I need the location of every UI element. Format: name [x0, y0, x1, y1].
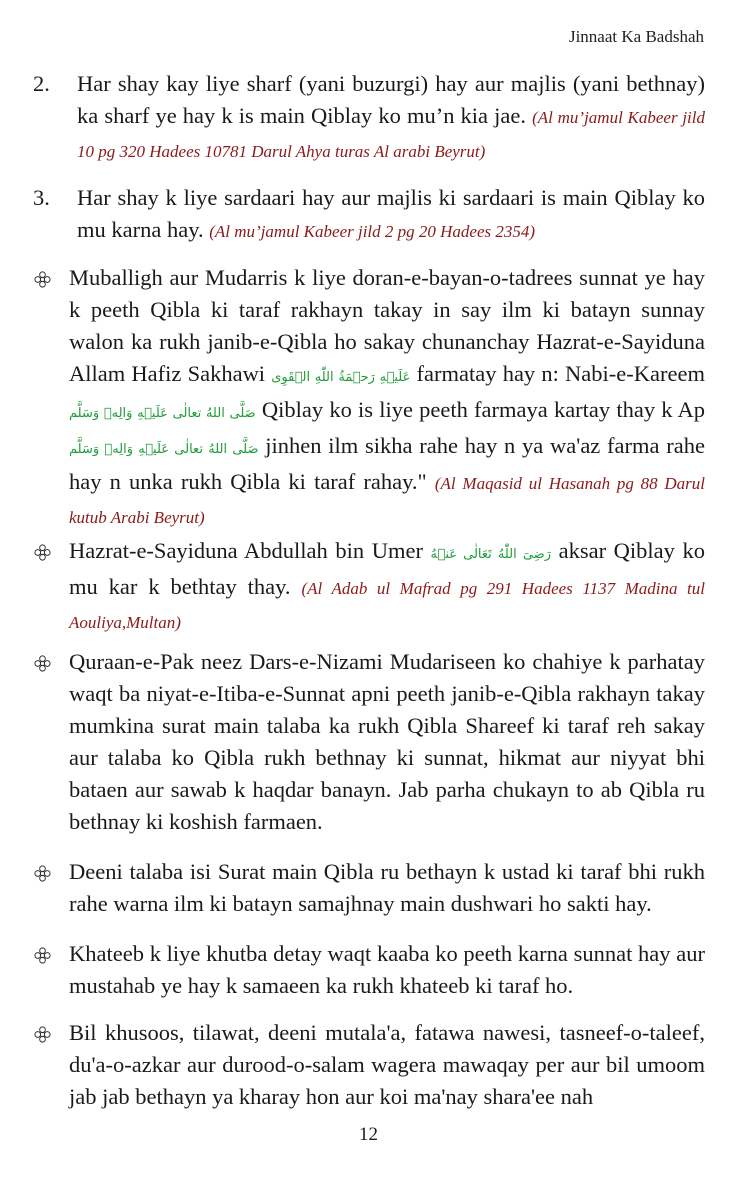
item-text: Muballigh aur Mudarris k liye doran-e-bayan-o-tadrees sunnat ye hay k peeth Qibla ki taraf rakhayn takay in say ilm ki batayn sunnay walon ka rukh janib-e-Qibla ho sakay chunanchay Hazrat-e-Sayiduna Allam Hafiz Sakhawi: [69, 265, 705, 386]
item-number: 3.: [33, 185, 50, 210]
bullet-item: [33, 646, 705, 838]
item-text: Bil khusoos, tilawat, deeni mutala'a, fatawa nawesi, tasneef-o-taleef, du'a-o-azkar aur durood-o-salam wagera mawaqay per aur bil umoom jab jab bethayn ya kharay hon aur koi ma'nay shara'ee nah: [69, 1020, 705, 1109]
reference-citation: (Al Adab ul Mafrad pg 291 Hadees 1137 Madina tul Aouliya,Multan): [69, 579, 706, 632]
arabic-salutation: صَلَّى اللهُ تعالٰى عَلَيۡهِ وَالِهٖ وَسَلَّم: [69, 406, 256, 421]
bullet-item: [33, 535, 705, 639]
item-text: Har shay k liye sardaari hay aur majlis ki sardaari is main Qiblay ko mu karna hay.: [77, 185, 705, 242]
arabic-salutation: صَلَّى اللهُ تعالٰى عَلَيۡهِ وَالِهٖ وَسَلَّم: [69, 442, 259, 457]
page-number: 12: [359, 1124, 378, 1145]
flower-bullet-icon: [33, 654, 52, 673]
numbered-item-3: [33, 182, 705, 248]
item-text: Har shay kay liye sharf (yani buzurgi) hay aur majlis (yani bethnay) ka sharf ye hay k is main Qiblay ko mu’n kia jae.: [77, 71, 705, 128]
reference-citation: (Al mu’jamul Kabeer jild 2 pg 20 Hadees 2354): [209, 222, 536, 241]
item-number: 2.: [33, 71, 50, 96]
flower-bullet-icon: [33, 270, 52, 289]
item-text: Qiblay ko is liye peeth farmaya kartay thay k Ap: [255, 397, 705, 422]
bullet-item: [33, 1017, 705, 1113]
item-text: Khateeb k liye khutba detay waqt kaaba ko peeth karna sunnat hay aur mustahab ye hay k samaeen ka rukh khateeb ki taraf ho.: [69, 941, 705, 998]
numbered-item-2: [33, 68, 705, 168]
bullet-item: [33, 856, 705, 920]
bullet-item: [33, 938, 705, 1002]
flower-bullet-icon: [33, 1025, 52, 1044]
item-text: jinhen ilm sikha rahe hay n ya wa'az farma rahe hay n unka rukh Qibla ki taraf rahay.": [69, 433, 705, 494]
item-text: Quraan-e-Pak neez Dars-e-Nizami Mudariseen ko chahiye k parhatay waqt ba niyat-e-Itiba-e-Sunnat apni peeth janib-e-Qibla rakhayn takay mumkina surat main talaba ka rukh Qibla Shareef ki taraf reh sakay aur talaba ko Qibla rukh bethnay ki sunnat, hikmat aur niyyat bhi bataen aur sawab k haqdar banayn. Jab parha chukayn to ab Qibla ru bethnay ki koshish farmaen.: [69, 649, 705, 834]
flower-bullet-icon: [33, 543, 52, 562]
arabic-honorific: رَضِیَ اللّٰهُ تَعَالٰی عَنۡهُ: [430, 547, 551, 562]
item-text: Deeni talaba isi Surat main Qibla ru bethayn k ustad ki taraf bhi rukh rahe warna ilm ki batayn samajhnay main dushwari ho sakti hay.: [69, 859, 705, 916]
running-header: Jinnaat Ka Badshah: [568, 27, 704, 46]
reference-citation: (Al mu’jamul Kabeer jild 10 pg 320 Hadees 10781 Darul Ahya turas Al arabi Beyrut): [77, 108, 705, 161]
item-text: Hazrat-e-Sayiduna Abdullah bin Umer: [69, 538, 431, 563]
bullet-item: [33, 262, 705, 534]
arabic-honorific: عَلَيۡهِ رَحۡمَةُ اللّٰهِ الۡقَوِی: [271, 370, 411, 385]
flower-bullet-icon: [33, 946, 52, 965]
item-text: farmatay hay n: Nabi-e-Kareem: [410, 361, 705, 386]
flower-bullet-icon: [33, 864, 52, 883]
item-text: aksar Qiblay ko mu kar k bethtay thay.: [69, 538, 705, 599]
reference-citation: (Al Maqasid ul Hasanah pg 88 Darul kutub Arabi Beyrut): [69, 474, 706, 527]
